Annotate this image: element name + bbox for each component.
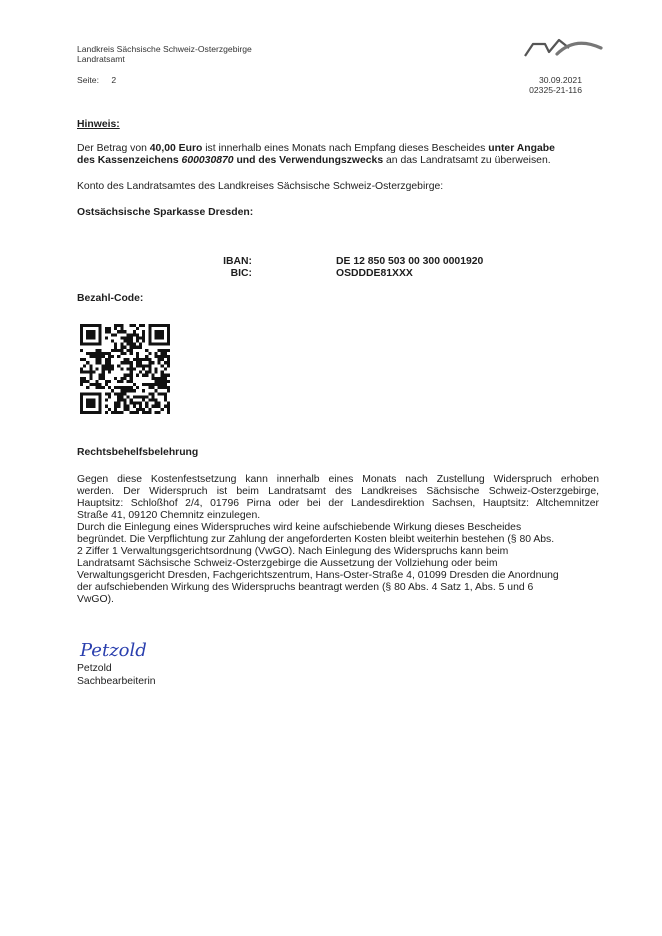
legal-paragraph-2 bbox=[77, 522, 599, 606]
emphasis-segment: des Kassenzeichens bbox=[77, 155, 182, 166]
text-segment: an das Landratsamt zu überweisen. bbox=[383, 155, 551, 166]
legal-line: Hauptsitz: Schloßhof 2/4, 01796 Pirna oder bei der Landesdirektion Sachsen, Hauptsitz: Altchemnitzer bbox=[77, 498, 599, 509]
legal-line: Landratsamt Sächsische Schweiz-Osterzgebirge die Aussetzung der Vollziehung oder beim bbox=[77, 558, 498, 569]
account-line: Konto des Landratsamtes des Landkreises Sächsische Schweiz-Osterzgebirge: bbox=[77, 181, 444, 192]
iban-value: DE 12 850 503 00 300 0001920 bbox=[336, 256, 484, 267]
paycode-label: Bezahl-Code: bbox=[77, 293, 144, 304]
legal-line: 2 Ziffer 1 Verwaltungsgerichtsordnung (VwGO). Nach Einlegung des Widerspruchs kann beim bbox=[77, 546, 509, 557]
page-indicator bbox=[77, 75, 116, 85]
payment-amount: 40,00 Euro bbox=[149, 143, 203, 154]
legal-line: Gegen diese Kostenfestsetzung kann innerhalb eines Monats nach Zustellung Widerspruch erhoben bbox=[77, 474, 599, 485]
text-segment: Der Betrag von bbox=[77, 143, 150, 154]
payment-instructions-line-2 bbox=[77, 155, 617, 167]
payment-instructions bbox=[77, 143, 617, 167]
handwritten-signature: Petzold bbox=[80, 640, 147, 661]
legal-line: VwGO). bbox=[77, 594, 114, 605]
emphasis-segment: und des Verwendungszwecks bbox=[233, 155, 384, 166]
reference-number: 02325-21-116 bbox=[529, 85, 582, 95]
bic-value: OSDDDE81XXX bbox=[336, 268, 413, 279]
legal-paragraph-1 bbox=[77, 474, 599, 522]
organization-department: Landratsamt bbox=[77, 54, 125, 64]
signatory-role: Sachbearbeiterin bbox=[77, 676, 156, 687]
organization-name: Landkreis Sächsische Schweiz-Osterzgebirge bbox=[77, 44, 252, 54]
legal-line: der aufschiebenden Wirkung des Widerspruchs beantragt werden (§ 80 Abs. 4 Satz 1, Abs. 5 und 6 bbox=[77, 582, 534, 593]
legal-line: Durch die Einlegung eines Widerspruches wird keine aufschiebende Wirkung dieses Bescheides bbox=[77, 522, 522, 533]
hinweis-heading: Hinweis: bbox=[77, 119, 120, 130]
signatory-name: Petzold bbox=[77, 663, 112, 674]
bank-name: Ostsächsische Sparkasse Dresden: bbox=[77, 207, 254, 218]
text-segment: ist innerhalb eines Monats nach Empfang dieses Bescheides bbox=[202, 143, 489, 154]
page-label: Seite: bbox=[77, 75, 99, 85]
legal-heading: Rechtsbehelfsbelehrung bbox=[77, 447, 199, 458]
document-date: 30.09.2021 bbox=[538, 75, 582, 85]
page-number: 2 bbox=[111, 75, 117, 85]
legal-line: werden. Der Widerspruch ist beim Landratsamt des Landkreises Sächsische Schweiz-Osterzgebirge, bbox=[77, 486, 599, 497]
landkreis-logo-icon bbox=[523, 34, 603, 60]
payment-qr-code-icon bbox=[80, 324, 170, 414]
legal-line: begründet. Die Verpflichtung zur Zahlung der angeforderten Kosten bleibt weiterhin bestehen (§ 80 Abs. bbox=[77, 534, 555, 545]
payment-instructions-line-1 bbox=[77, 143, 617, 155]
legal-line: Verwaltungsgericht Dresden, Fachgerichtszentrum, Hans-Oster-Straße 4, 01099 Dresden die Anordnung bbox=[77, 570, 559, 581]
emphasis-segment: unter Angabe bbox=[488, 143, 555, 154]
iban-label: IBAN: bbox=[223, 256, 252, 267]
cash-reference-code: 600030870 bbox=[181, 155, 234, 166]
legal-line: Straße 41, 09120 Chemnitz einzulegen. bbox=[77, 510, 261, 521]
bic-label: BIC: bbox=[230, 268, 252, 279]
